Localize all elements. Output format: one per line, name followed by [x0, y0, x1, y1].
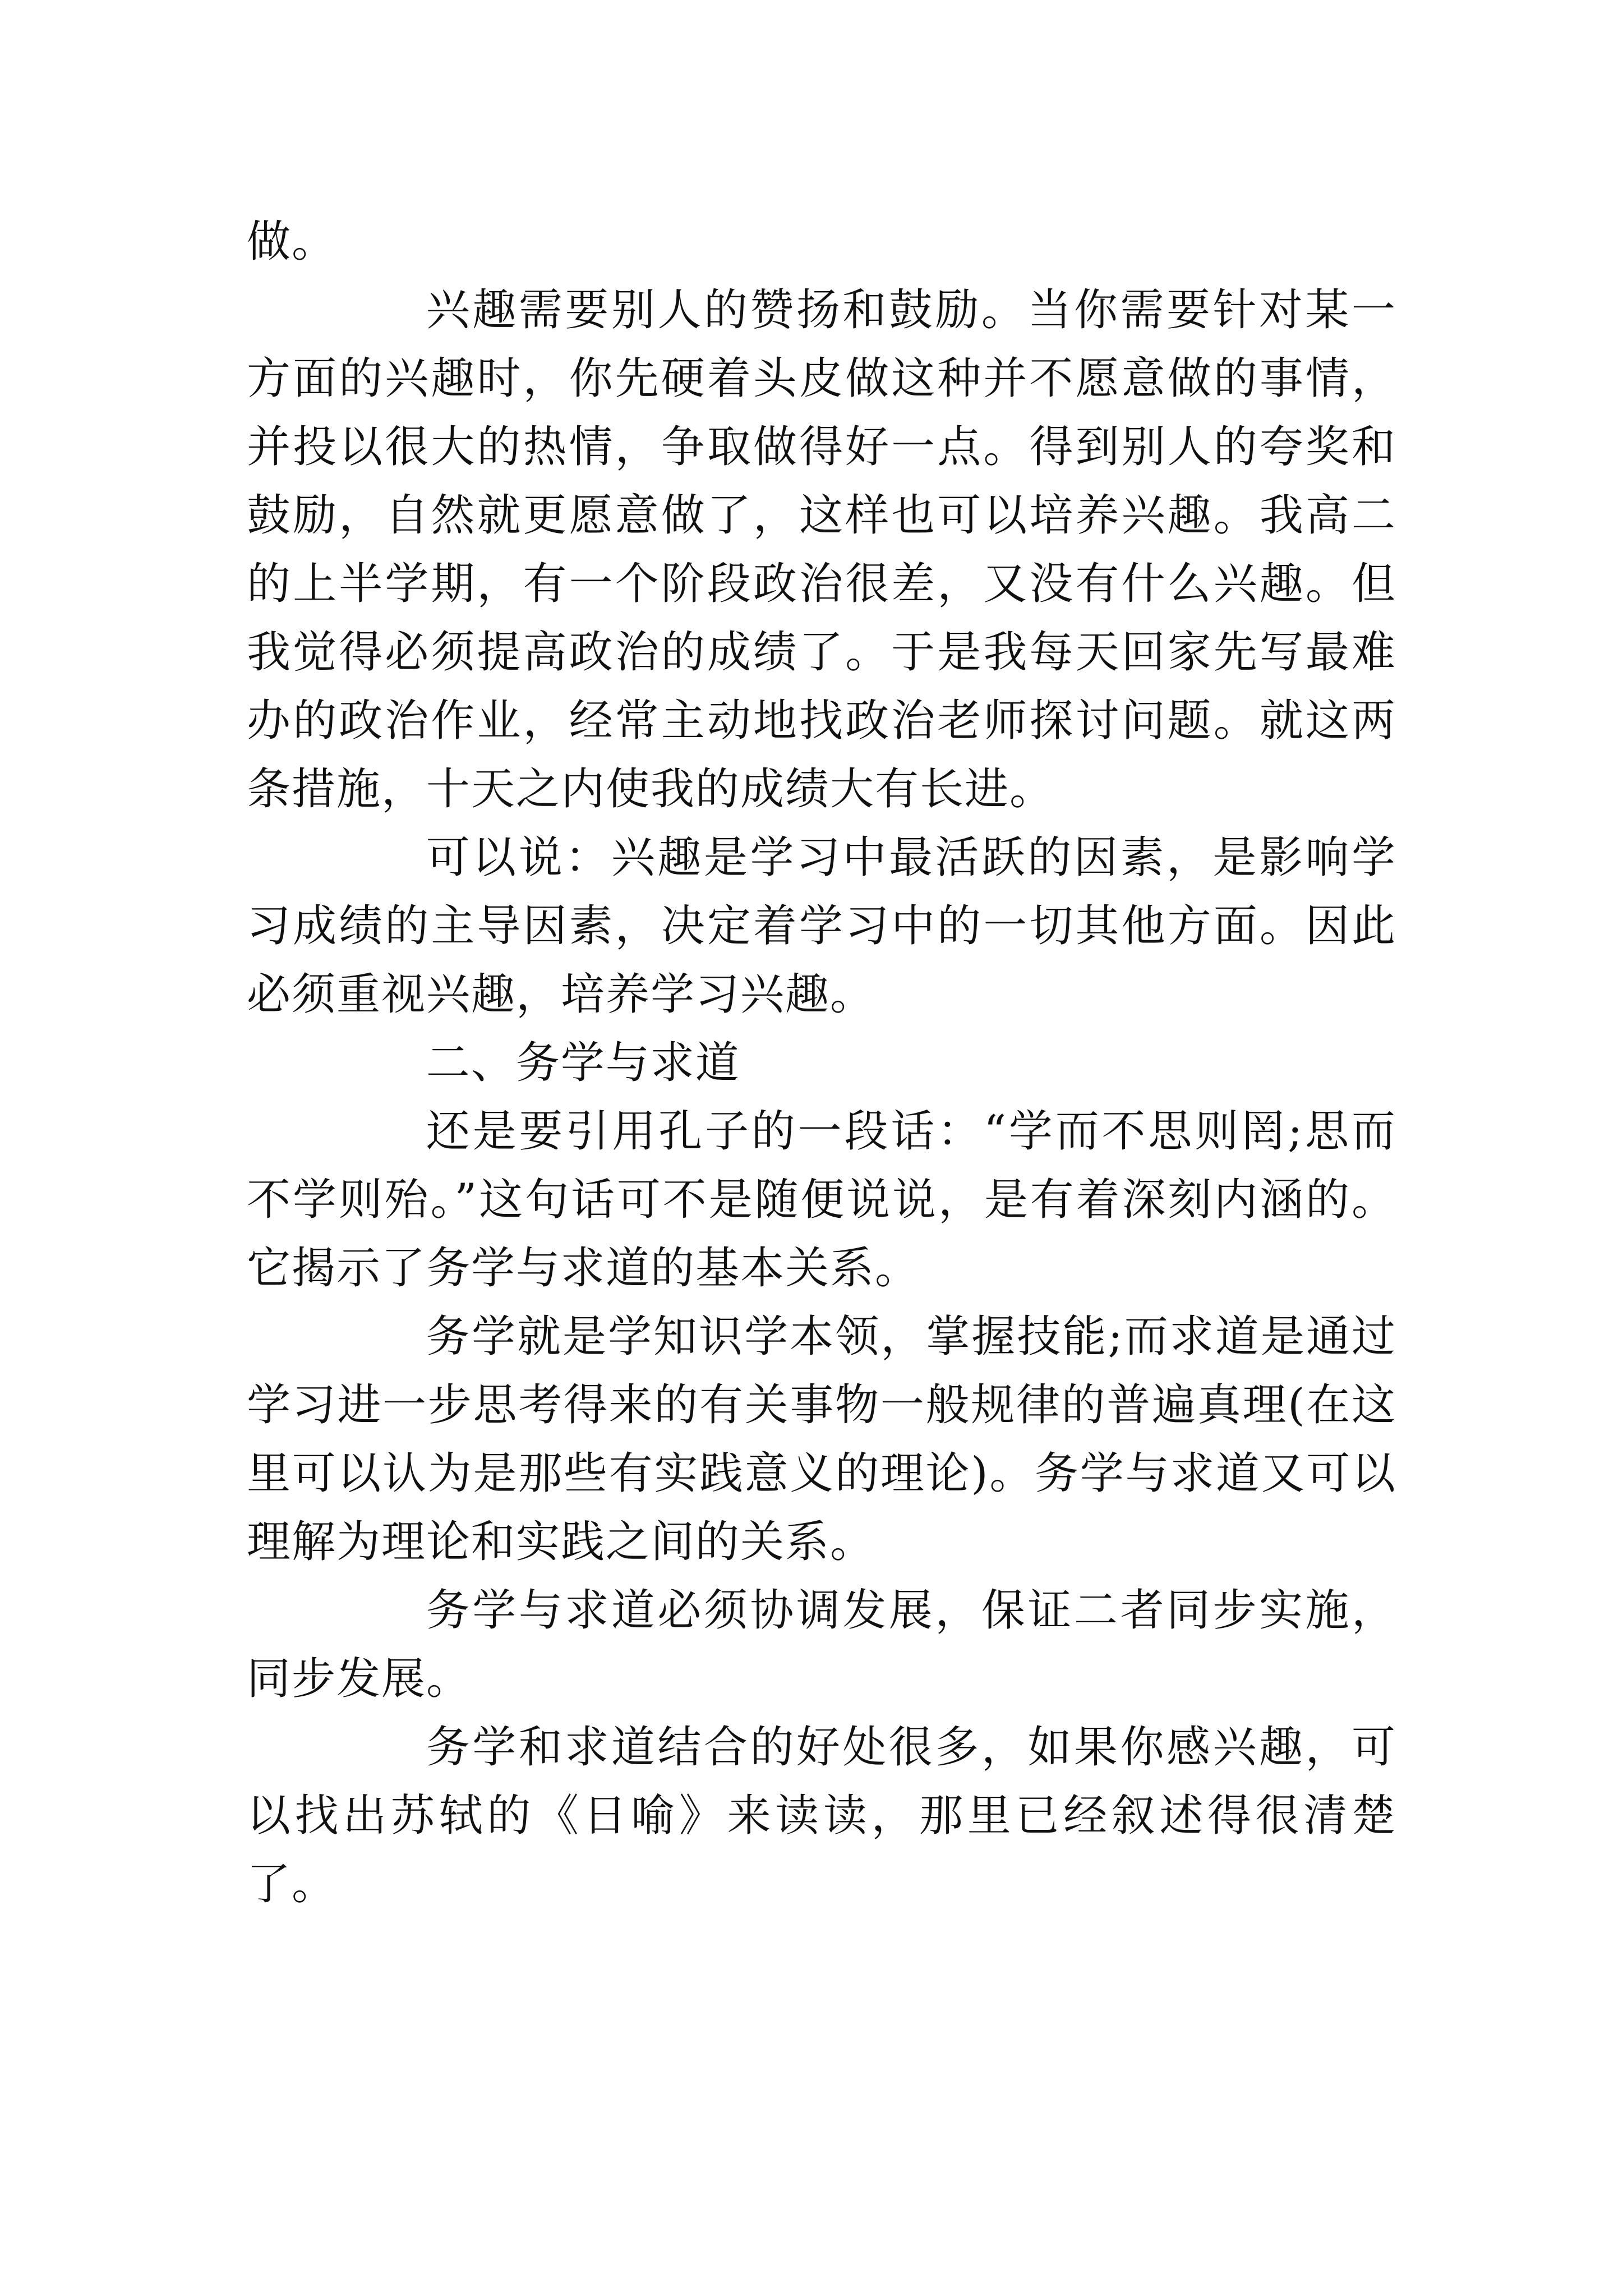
paragraph-coordination: 务学与求道必须协调发展，保证二者同步实施，同步发展。 [247, 1585, 1396, 1704]
paragraph-confucius-quote: 还是要引用孔子的一段话：“学而不思则罔;思而不学则殆。”这句话可不是随便说说，是有着深刻内涵的。它揭示了务学与求道的基本关系。 [247, 1106, 1396, 1294]
body-text [247, 208, 1396, 1918]
paragraph-continuation: 做。 [247, 217, 337, 267]
paragraph-definition: 务学就是学知识学本领，掌握技能;而求道是通过学习进一步思考得来的有关事物一般规律的普遍真理(在这里可以认为是那些有实践意义的理论)。务学与求道又可以理解为理论和实践之间的关系。 [247, 1312, 1396, 1567]
paragraph-interest-summary: 可以说：兴趣是学习中最活跃的因素，是影响学习成绩的主导因素，决定着学习中的一切其他方面。因此必须重视兴趣，培养学习兴趣。 [247, 832, 1396, 1020]
paragraph-interest-praise: 兴趣需要别人的赞扬和鼓励。当你需要针对某一方面的兴趣时，你先硬着头皮做这种并不愿意做的事情，并投以很大的热情，争取做得好一点。得到别人的夸奖和鼓励，自然就更愿意做了，这样也可以培养兴趣。我高二的上半学期，有一个阶段政治很差，又没有什么兴趣。但我觉得必须提高政治的成绩了。于是我每天回家先写最难办的政治作业，经常主动地找政治老师探讨问题。就这两条措施，十天之内使我的成绩大有长进。 [247, 285, 1396, 815]
paragraph-benefits: 务学和求道结合的好处很多，如果你感兴趣，可以找出苏轼的《日喻》来读读，那里已经叙述得很清楚了。 [247, 1722, 1396, 1910]
section-heading: 二、务学与求道 [426, 1038, 740, 1088]
